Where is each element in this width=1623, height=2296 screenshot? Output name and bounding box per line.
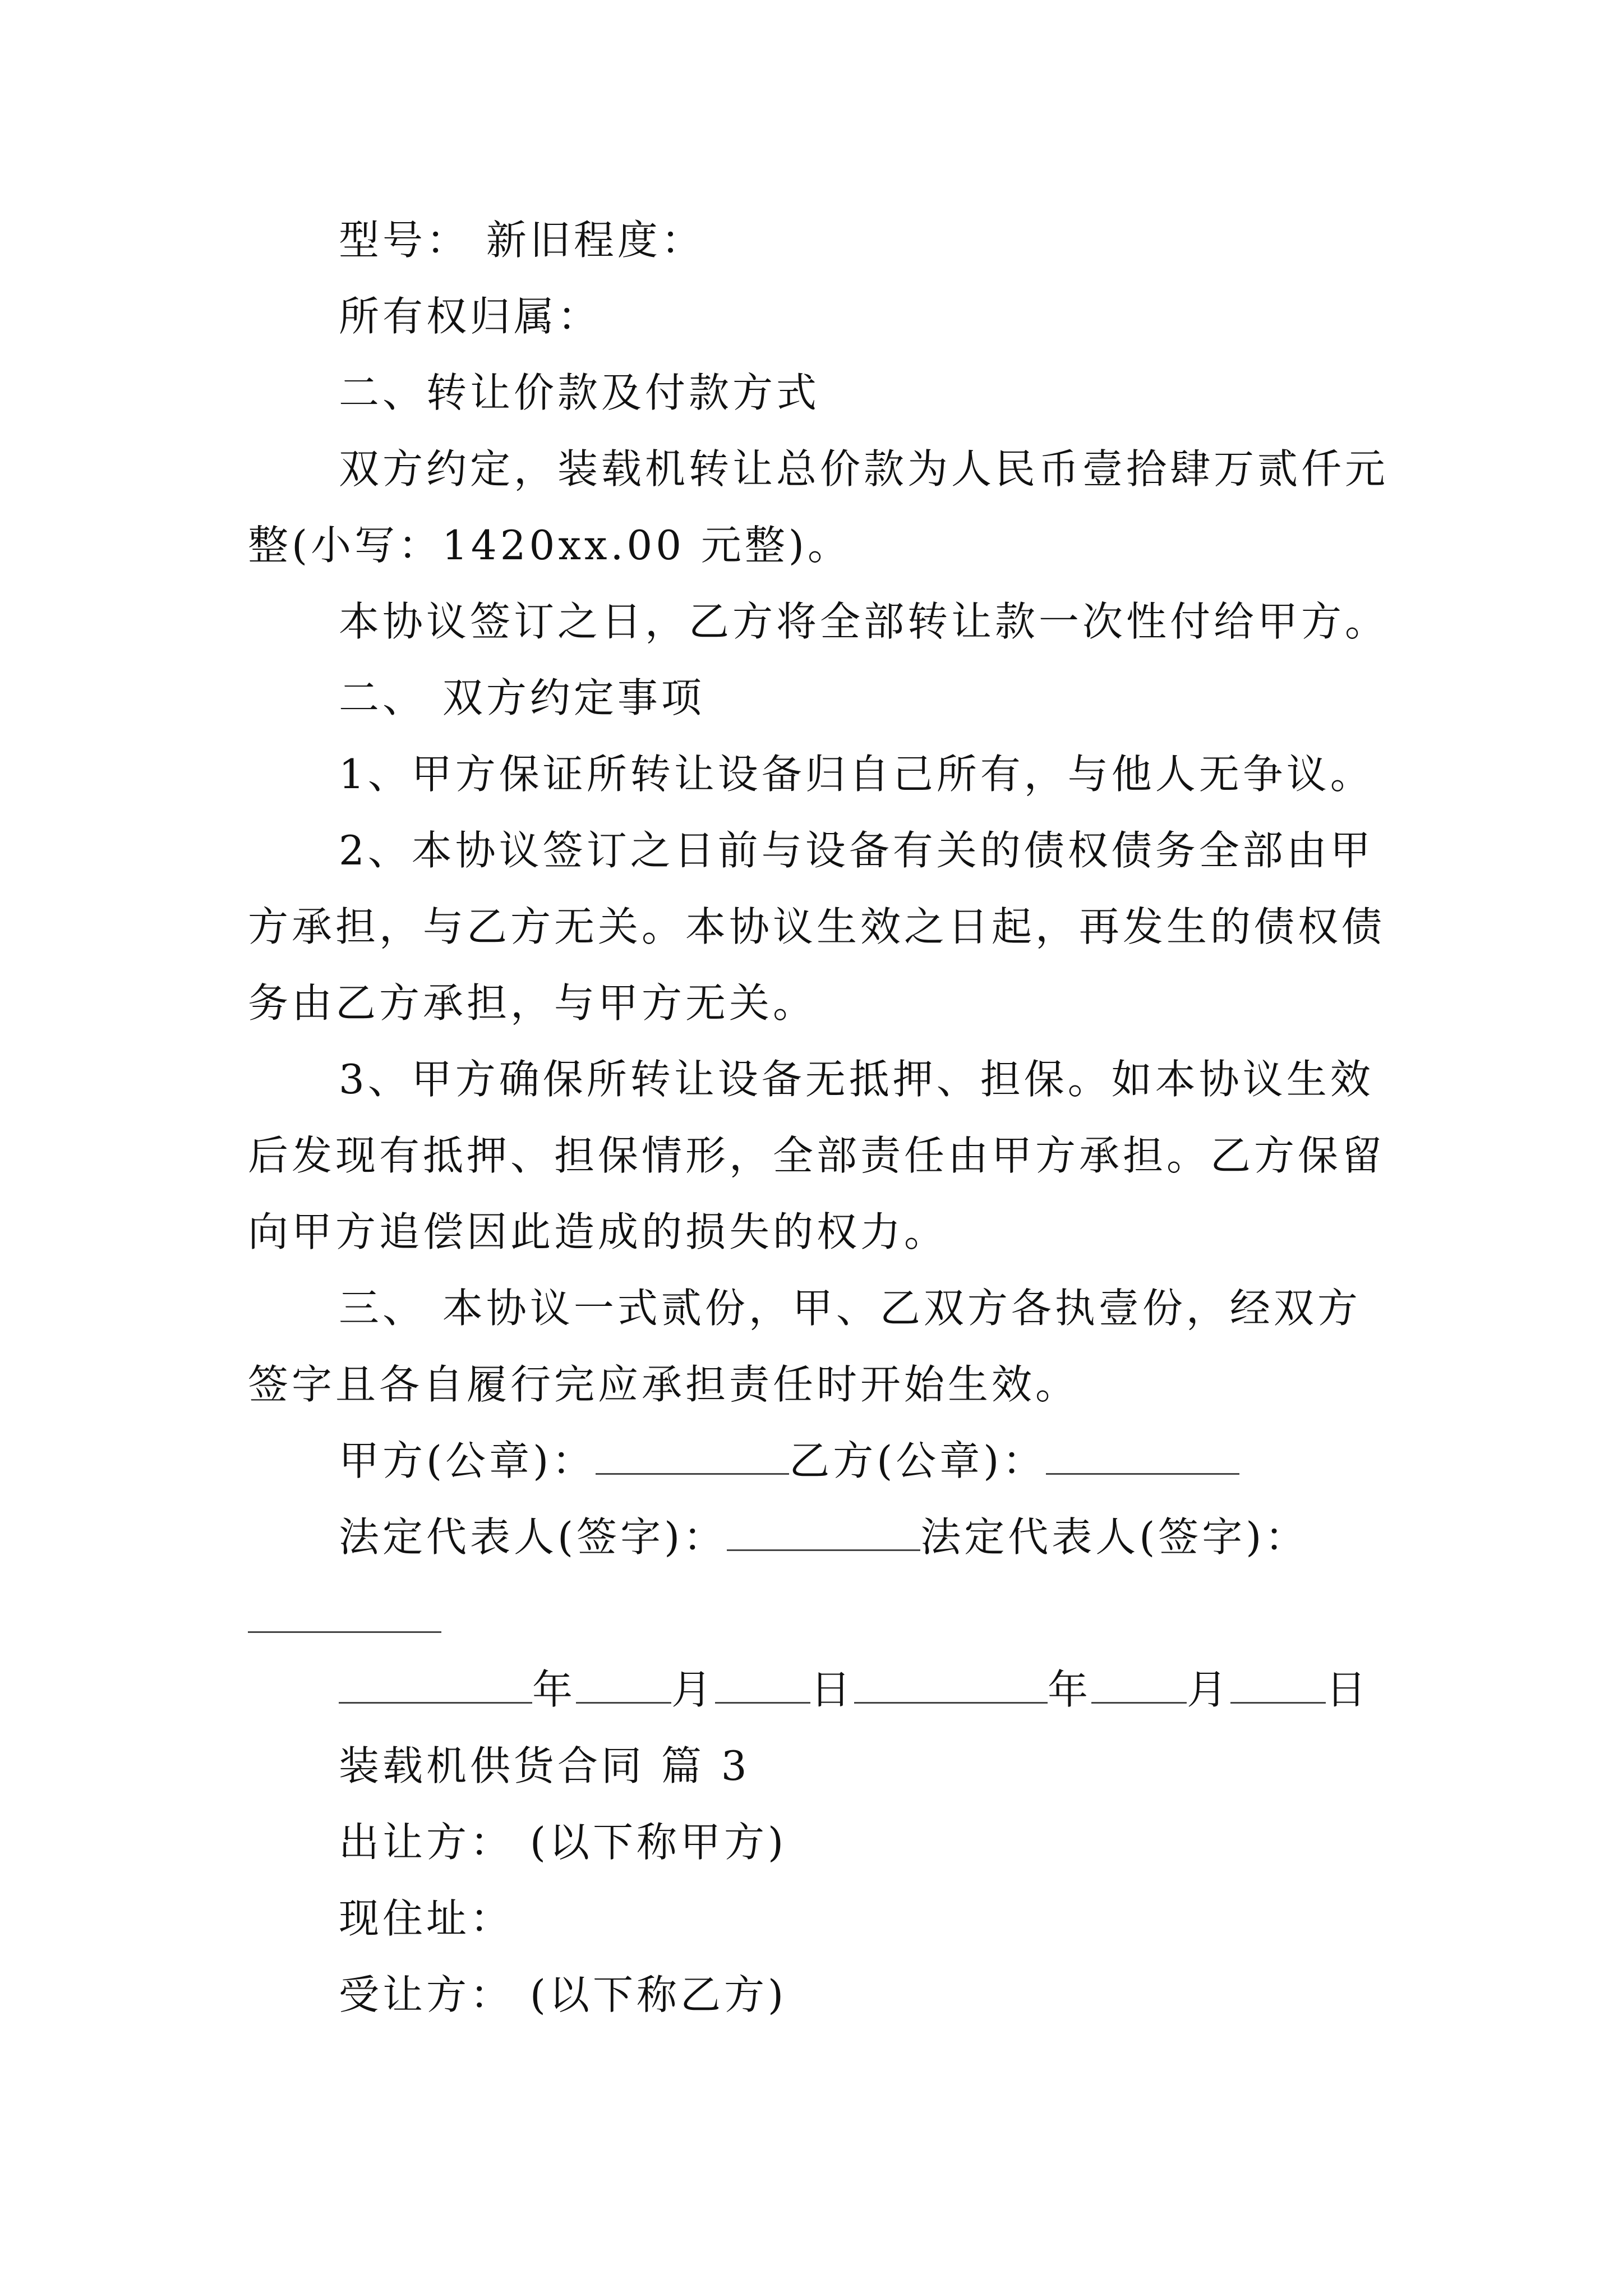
date-b-day-label: 日 bbox=[1326, 1666, 1370, 1713]
date-b-year-label: 年 bbox=[1048, 1666, 1092, 1713]
clause-2: 2、本协议签订之日前与设备有关的债权债务全部由甲方承担，与乙方无关。本协议生效之日起，再发生的债权债务由乙方承担，与甲方无关。 bbox=[248, 827, 1386, 1027]
model-condition-line: 型号： 新旧程度： bbox=[339, 217, 705, 264]
party-b-seal-label: 乙方(公章)： bbox=[789, 1437, 1046, 1484]
payment-clause: 本协议签订之日，乙方将全部转让款一次性付给甲方。 bbox=[339, 598, 1389, 645]
seal-line bbox=[248, 1423, 1392, 1499]
date-a-month-blank[interactable] bbox=[576, 1668, 671, 1704]
address-line: 现住址： bbox=[339, 1895, 514, 1942]
date-a-day-label: 日 bbox=[810, 1666, 855, 1713]
rep-b-blank-line bbox=[248, 1575, 1392, 1651]
date-line bbox=[248, 1651, 1392, 1728]
rep-a-label: 法定代表人(签字)： bbox=[339, 1513, 727, 1561]
section-price-heading: 二、转让价款及付款方式 bbox=[339, 369, 820, 416]
date-b-month-label: 月 bbox=[1187, 1666, 1231, 1713]
section-3-title: 装载机供货合同 篇 3 bbox=[339, 1742, 750, 1789]
party-a-seal-blank[interactable] bbox=[596, 1439, 789, 1475]
ownership-line: 所有权归属： bbox=[339, 293, 602, 340]
transferor-line: 出让方： (以下称甲方) bbox=[339, 1819, 787, 1866]
rep-b-label: 法定代表人(签字)： bbox=[920, 1513, 1309, 1561]
representative-line bbox=[248, 1499, 1392, 1575]
section-agreement-heading: 二、 双方约定事项 bbox=[339, 674, 705, 721]
clause-effective: 三、 本协议一式贰份，甲、乙双方各执壹份，经双方签字且各自履行完应承担责任时开始生效。 bbox=[248, 1285, 1361, 1408]
date-a-day-blank[interactable] bbox=[715, 1668, 810, 1704]
date-b-year-blank[interactable] bbox=[854, 1668, 1048, 1704]
date-a-year-label: 年 bbox=[532, 1666, 577, 1713]
party-a-seal-label: 甲方(公章)： bbox=[339, 1437, 596, 1484]
date-b-day-blank[interactable] bbox=[1230, 1668, 1326, 1704]
transferee-line: 受让方： (以下称乙方) bbox=[339, 1971, 787, 2018]
date-b-month-blank[interactable] bbox=[1091, 1668, 1187, 1704]
clause-1: 1、甲方保证所转让设备归自己所有，与他人无争议。 bbox=[339, 751, 1374, 798]
rep-a-blank[interactable] bbox=[727, 1516, 920, 1551]
clause-3: 3、甲方确保所转让设备无抵押、担保。如本协议生效后发现有抵押、担保情形，全部责任由甲方承担。乙方保留向甲方追偿因此造成的损失的权力。 bbox=[248, 1056, 1386, 1255]
rep-b-blank[interactable] bbox=[248, 1598, 441, 1633]
date-a-year-blank[interactable] bbox=[339, 1668, 532, 1704]
date-a-month-label: 月 bbox=[671, 1666, 716, 1713]
price-clause: 双方约定，装载机转让总价款为人民币壹拾肆万贰仟元整(小写：1420xx.00 元整)。 bbox=[248, 445, 1389, 569]
document-body bbox=[248, 202, 1392, 2033]
party-b-seal-blank[interactable] bbox=[1046, 1439, 1239, 1475]
